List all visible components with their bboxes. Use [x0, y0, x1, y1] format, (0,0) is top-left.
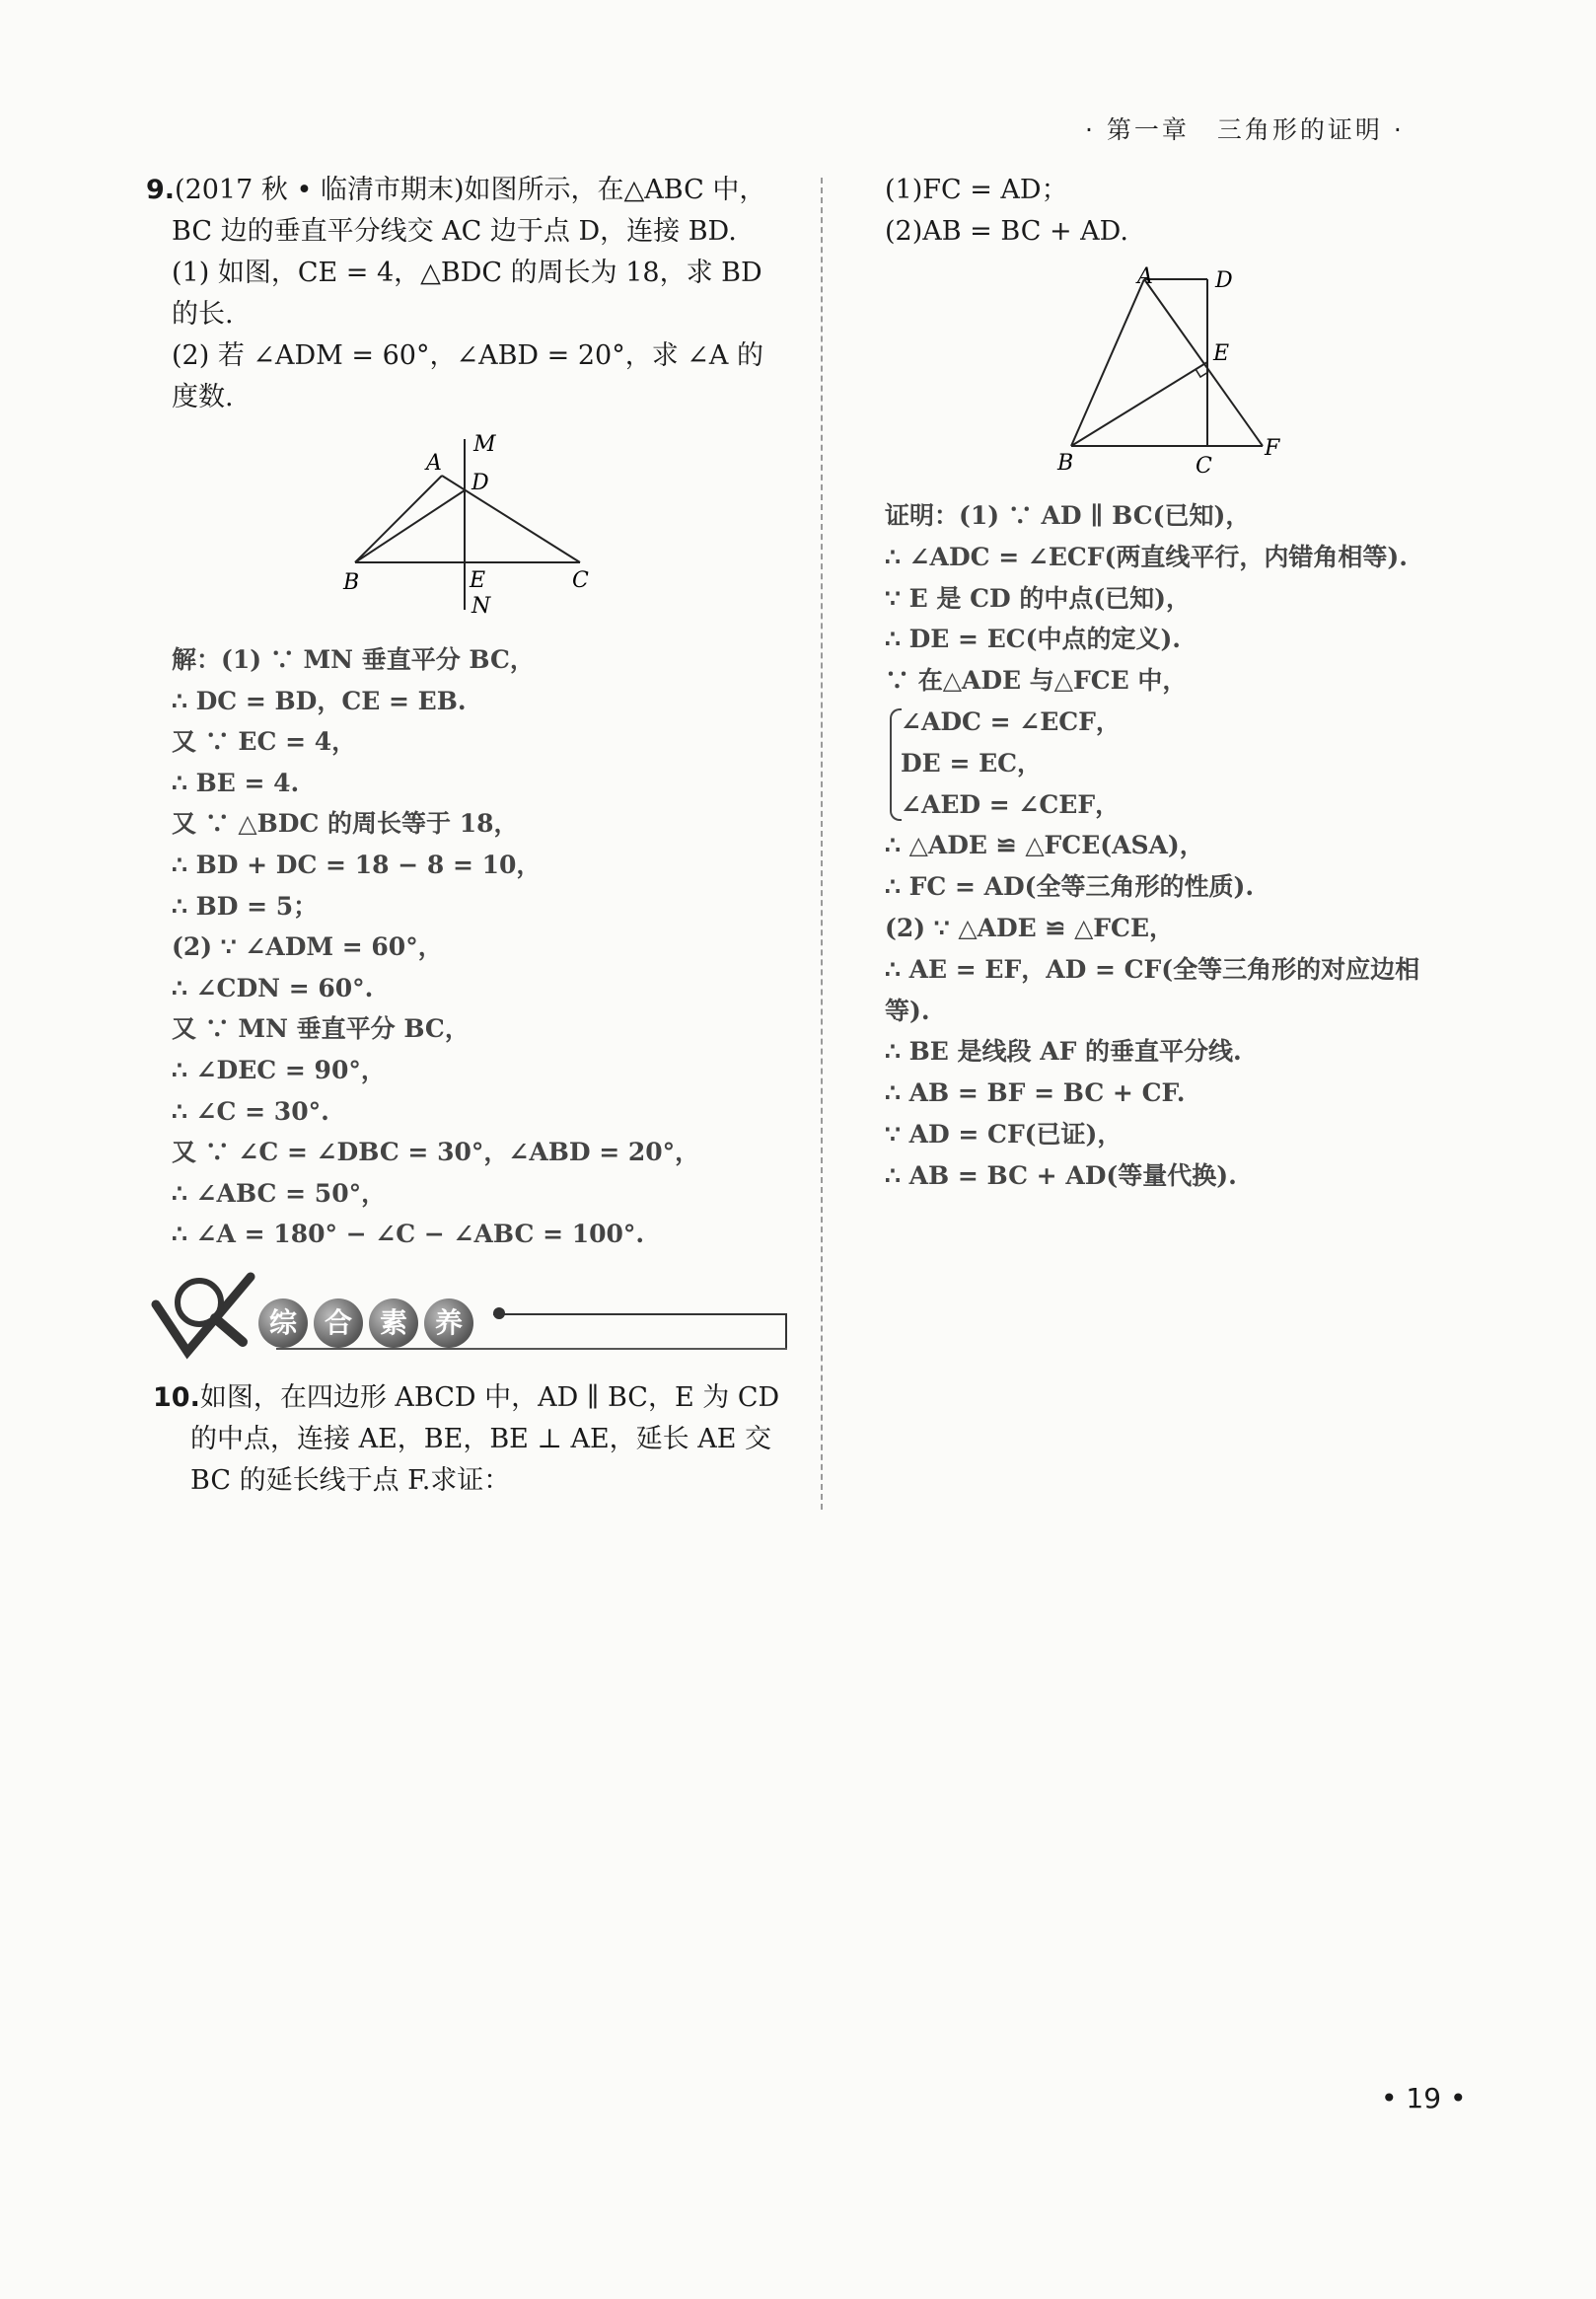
magnifier-icon: [148, 1265, 256, 1360]
proof-line: 等).: [885, 996, 930, 1025]
question-9-line-5: (2) 若 ∠ADM = 60°，∠ABD = 20°，求 ∠A 的: [172, 340, 764, 371]
page-number: • 19 •: [1381, 2082, 1467, 2114]
solution-9-line: ∴ ∠C = 30°.: [172, 1096, 329, 1126]
banner-char: 合: [314, 1298, 363, 1348]
solution-9-line: 又 ∵ EC = 4，: [172, 727, 357, 757]
brace-line: DE = EC，: [901, 748, 1043, 778]
banner-end: [785, 1313, 787, 1349]
label-c: C: [572, 568, 589, 593]
proof-10: [885, 495, 1419, 1197]
proof-line: ∴ AB = BF = BC + CF.: [885, 1078, 1186, 1108]
solution-9-line: ∴ DC = BD，CE = EB.: [172, 686, 467, 715]
question-9-line-2: BC 边的垂直平分线交 AC 边于点 D，连接 BD.: [172, 216, 737, 247]
segment-be: [1071, 362, 1207, 446]
banner-bottom: [276, 1348, 787, 1350]
label-e: E: [470, 568, 486, 593]
question-10-line-3: BC 的延长线于点 F.求证：: [190, 1465, 511, 1496]
proof-line: ∴ FC = AD(全等三角形的性质).: [885, 872, 1255, 902]
question-9: [146, 170, 777, 418]
proof-line: ∴ △ADE ≌ △FCE(ASA)，: [885, 831, 1204, 860]
question-9-line-6: 度数.: [172, 382, 234, 412]
banner-char: 素: [369, 1298, 418, 1348]
brace-line: ∠AED = ∠CEF，: [901, 789, 1121, 819]
label-f: F: [1265, 436, 1280, 461]
solution-9-line: ∴ BE = 4.: [172, 768, 300, 797]
question-9-line-4: 的长.: [172, 299, 234, 330]
figure-10: [1046, 261, 1292, 479]
proof-line: ∴ AB = BC + AD(等量代换).: [885, 1160, 1237, 1190]
solution-9-line: 又 ∵ ∠C = ∠DBC = 30°，∠ABD = 20°，: [172, 1138, 700, 1167]
solution-9-line: ∴ ∠ABC = 50°，: [172, 1178, 387, 1208]
solution-9-line: 又 ∵ △BDC 的周长等于 18，: [172, 809, 519, 839]
solution-9-line: ∴ ∠A = 180° − ∠C − ∠ABC = 100°.: [172, 1220, 645, 1249]
proof-line: ∴ ∠ADC = ∠ECF(两直线平行，内错角相等).: [885, 542, 1408, 571]
label-e: E: [1213, 341, 1230, 366]
proof-line: 证明：(1) ∵ AD ∥ BC(已知)，: [885, 501, 1251, 530]
segment-ba: [355, 476, 442, 562]
banner-line: [493, 1313, 785, 1315]
proof-line: ∵ E 是 CD 的中点(已知)，: [885, 583, 1192, 613]
chapter-header: · 第一章 三角形的证明 ·: [1085, 115, 1405, 144]
solution-9-line: ∴ ∠CDN = 60°.: [172, 973, 374, 1002]
banner-char: 综: [258, 1298, 308, 1348]
segment-ab: [1071, 279, 1144, 446]
column-divider: [821, 178, 823, 1510]
question-10-line-2: 的中点，连接 AE，BE，BE ⊥ AE，延长 AE 交: [190, 1424, 772, 1454]
system-brace: [890, 708, 902, 821]
solution-9-line: ∴ BD = 5；: [172, 891, 319, 921]
banner-char: 养: [424, 1298, 473, 1348]
proof-line: (2) ∵ △ADE ≌ △FCE，: [885, 913, 1175, 942]
label-b: B: [1057, 451, 1074, 476]
label-n: N: [472, 594, 491, 619]
solution-9-line: 解：(1) ∵ MN 垂直平分 BC，: [172, 645, 535, 674]
proof-line: ∴ BE 是线段 AF 的垂直平分线.: [885, 1037, 1242, 1067]
label-d: D: [472, 471, 489, 495]
label-b: B: [343, 570, 360, 595]
segment-af: [1144, 279, 1263, 446]
label-c: C: [1196, 454, 1212, 479]
proof-line: ∴ AE = EF，AD = CF(全等三角形的对应边相: [885, 954, 1420, 984]
proof-line: ∵ AD = CF(已证)，: [885, 1119, 1123, 1149]
brace-line: ∠ADC = ∠ECF，: [901, 706, 1121, 736]
question-10: [153, 1377, 794, 1502]
segment-ac: [442, 476, 580, 562]
question-9-line-3: (1) 如图，CE = 4，△BDC 的周长为 18，求 BD: [172, 258, 762, 288]
question-10-line-1: 10.如图，在四边形 ABCD 中，AD ∥ BC，E 为 CD: [153, 1382, 780, 1413]
solution-9: [172, 639, 699, 1255]
solution-9-line: ∴ ∠DEC = 90°，: [172, 1055, 386, 1084]
question-9-number: 9.: [146, 175, 176, 205]
solution-9-line: ∴ BD + DC = 18 − 8 = 10，: [172, 850, 542, 879]
question-10-number: 10.: [153, 1382, 200, 1413]
solution-9-line: (2) ∵ ∠ADM = 60°，: [172, 932, 443, 962]
segment-bd: [355, 490, 465, 562]
label-d: D: [1215, 268, 1233, 293]
question-10-part-1: (1)FC = AD；: [885, 175, 1068, 205]
solution-9-line: 又 ∵ MN 垂直平分 BC，: [172, 1014, 470, 1044]
label-m: M: [473, 432, 496, 457]
question-10-part-2: (2)AB = BC + AD.: [885, 216, 1128, 247]
proof-line: ∵ 在△ADE 与△FCE 中，: [885, 666, 1188, 696]
figure-9: [326, 429, 612, 627]
proof-line: ∴ DE = EC(中点的定义).: [885, 625, 1182, 654]
label-a: A: [1137, 264, 1153, 289]
label-a: A: [426, 451, 442, 476]
question-10-parts: [885, 170, 1477, 253]
question-9-line-1: 9.(2017 秋 • 临清市期末)如图所示，在△ABC 中，: [146, 175, 766, 205]
